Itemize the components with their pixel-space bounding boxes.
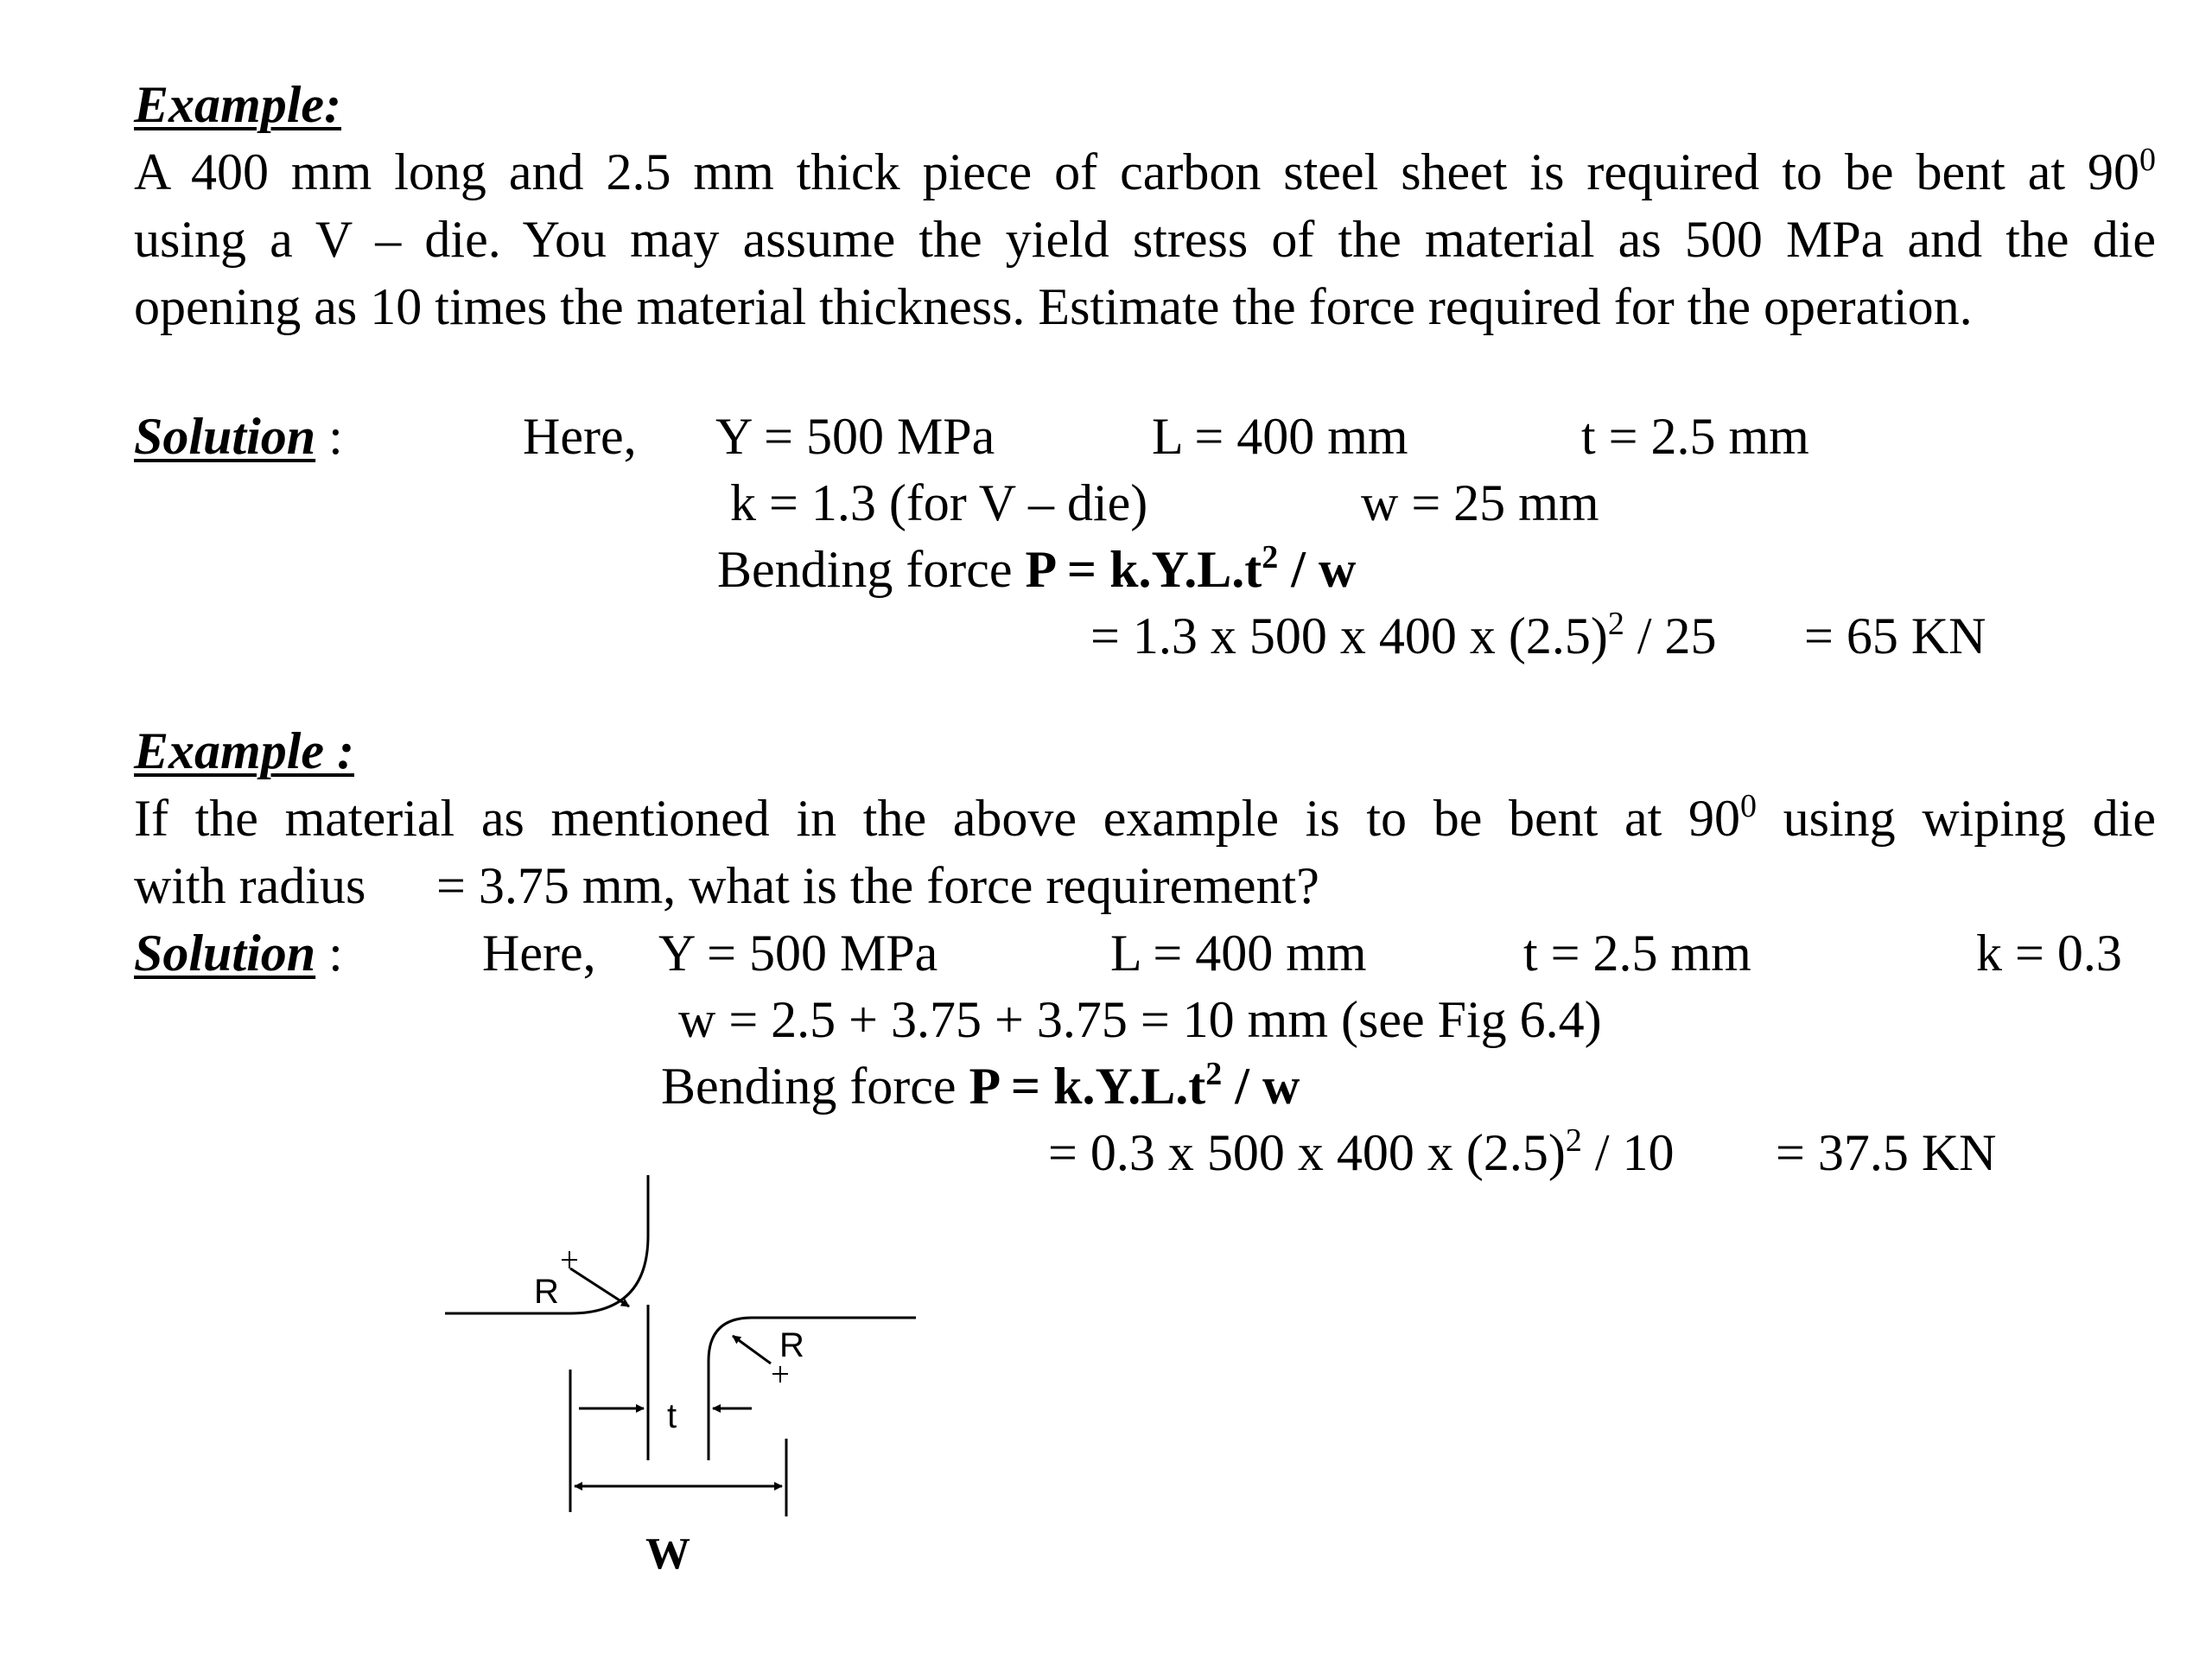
solution2-formula (661, 1052, 1300, 1120)
solution2-force-label: Bending force (661, 1058, 969, 1115)
example1-line-2: using a V – die. You may assume the yield stress of the material as 500 MPa and the die (134, 211, 2156, 268)
radius-leader-right (733, 1336, 771, 1363)
solution2-formula-expression: $P = k.Y.L.t^2 / w$ (969, 1056, 1300, 1115)
solution2-die-width: w = 2.5 + 3.75 + 3.75 = 10 mm (see Fig 6.4) (678, 991, 1602, 1048)
example1-line-1: A 400 mm long and 2.5 mm thick piece of carbon steel sheet is required to be bent at $90^0$ (134, 142, 2156, 200)
solution1-k-factor: k = 1.3 (for V – die) (730, 474, 1148, 531)
example2-problem-text (134, 785, 2156, 852)
solution1-calculation: = 1.3 x 500 x 400 x $(2.5)^2 / 25$ (1090, 606, 1717, 664)
radius-leader-left (570, 1268, 629, 1306)
example2-heading: Example : (134, 722, 354, 779)
solution2-k-factor: k = 0.3 (1976, 925, 2122, 982)
solution2-here: Here, (482, 925, 596, 982)
wiping-die-figure (441, 1175, 942, 1607)
width-label: W (645, 1529, 690, 1579)
solution1-here: Here, (523, 408, 637, 465)
solution2-heading: Solution (134, 925, 316, 982)
solution1-formula (717, 536, 1356, 603)
example1-line-3: opening as 10 times the material thickness. Estimate the force required for the operation. (134, 278, 1973, 335)
degree-superscript: 0 (2139, 142, 2156, 178)
solution1-result: = 65 KN (1804, 607, 1986, 664)
solution2-length: L = 400 mm (1110, 925, 1367, 982)
solution1-yield-stress: Y = 500 MPa (715, 408, 995, 465)
example2-line-1: If the material as mentioned in the above example is to be bent at $90^0$ using wiping die (134, 788, 2156, 847)
radius-center-right (772, 1366, 788, 1382)
solution1-length: L = 400 mm (1152, 408, 1408, 465)
solution1-thickness: t = 2.5 mm (1581, 408, 1809, 465)
solution1-die-opening: w = 25 mm (1361, 474, 1599, 531)
example2-line-2b: = 3.75 mm, what is the force requirement? (436, 857, 1319, 914)
thickness-label: t (667, 1397, 677, 1435)
radius-center-left (562, 1251, 577, 1268)
solution1-heading: Solution (134, 408, 316, 465)
solution1-formula-expression: $P = k.Y.L.t^2 / w$ (1025, 539, 1357, 598)
solution2-result: = 37.5 KN (1776, 1124, 1997, 1181)
example1-heading: Example: (134, 76, 341, 133)
solution2-thickness: t = 2.5 mm (1523, 925, 1751, 982)
solution1-label (134, 403, 343, 470)
solution2-yield-stress: Y = 500 MPa (658, 925, 938, 982)
example2-line-2a: with radius (134, 857, 366, 914)
solution1-colon: : (328, 408, 343, 465)
solution2-colon: : (328, 925, 343, 982)
solution1-force-label: Bending force (717, 541, 1026, 598)
die-right-profile (709, 1318, 916, 1460)
solution2-calculation: = 0.3 x 500 x 400 x $(2.5)^2 / 10$ (1048, 1122, 1675, 1181)
solution2-label (134, 919, 343, 987)
radius-label-left: R (534, 1273, 559, 1311)
radius-label-right: R (779, 1326, 804, 1364)
example1-problem-text (134, 138, 2156, 340)
